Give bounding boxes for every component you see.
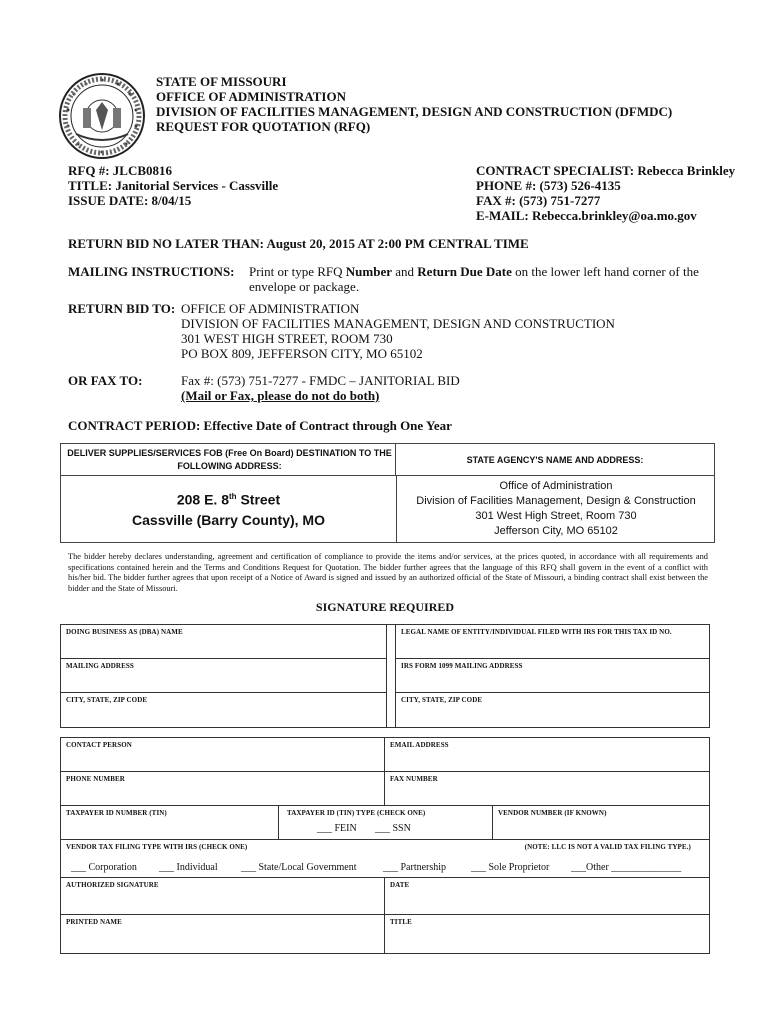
delivery-header: DELIVER SUPPLIES/SERVICES FOB (Free On Board) DESTINATION TO THE FOLLOWING ADDRESS: bbox=[67, 448, 392, 471]
rfq-number: RFQ #: JLCB0816 bbox=[68, 163, 172, 178]
title-field[interactable]: TITLE bbox=[390, 918, 412, 926]
city-state-zip-left-field[interactable]: CITY, STATE, ZIP CODE bbox=[61, 693, 387, 727]
header-line-2: OFFICE OF ADMINISTRATION bbox=[156, 89, 346, 104]
specialist-name: CONTRACT SPECIALIST: Rebecca Brinkley bbox=[476, 163, 736, 178]
vendor-info-form bbox=[60, 624, 710, 728]
individual-option[interactable]: ___ Individual bbox=[159, 862, 218, 873]
delivery-address: 208 E. 8th Street Cassville (Barry County), MO bbox=[132, 491, 325, 528]
bidder-declaration: The bidder hereby declares understanding, agreement and certification of compliance to provide the items and/or services, at the prices quoted, in accordance with all requirements and specifications contained herein and the Terms and Conditions Request for Quotation. The bidder further agrees that the language of this RFQ shall govern in the event of a conflict with his/her bid. The bidder further agrees that upon receipt of a Notice of Award is signed and issued by an authorized official of the State of Missouri, a binding contract shall exist between the bidder and the State of Missouri. bbox=[68, 552, 708, 593]
mailing-instructions-text: Print or type RFQ Number and Return Due Date on the lower left hand corner of the envelope or package. bbox=[249, 264, 699, 294]
header-line-1: STATE OF MISSOURI bbox=[156, 74, 287, 89]
ssn-checkbox[interactable]: ___ SSN bbox=[375, 823, 411, 834]
fax-to-label: OR FAX TO: bbox=[68, 373, 143, 388]
phone-number-field[interactable]: PHONE NUMBER bbox=[61, 772, 385, 806]
other-option[interactable]: ___Other ______________ bbox=[571, 862, 682, 873]
email-address-field[interactable]: EMAIL ADDRESS bbox=[385, 738, 709, 772]
corporation-option[interactable]: ___ Corporation bbox=[71, 862, 137, 873]
return-bid-to-address: OFFICE OF ADMINISTRATION DIVISION OF FACILITIES MANAGEMENT, DESIGN AND CONSTRUCTION 301 WEST HIGH STREET, ROOM 730 PO BOX 809, JEFFERSON CITY, MO 65102 bbox=[181, 301, 615, 361]
contact-person-field[interactable]: CONTACT PERSON bbox=[61, 738, 385, 772]
irs-1099-address-field[interactable]: IRS FORM 1099 MAILING ADDRESS bbox=[395, 659, 709, 693]
delivery-table bbox=[60, 443, 715, 543]
partnership-option[interactable]: ___ Partnership bbox=[383, 862, 447, 873]
dba-name-field[interactable]: DOING BUSINESS AS (DBA) NAME bbox=[61, 625, 387, 659]
sole-proprietor-option[interactable]: ___ Sole Proprietor bbox=[471, 862, 550, 873]
missouri-state-seal bbox=[58, 72, 146, 160]
specialist-email: E-MAIL: Rebecca.brinkley@oa.mo.gov bbox=[476, 208, 697, 223]
fax-number-field[interactable]: FAX NUMBER bbox=[385, 772, 709, 806]
return-bid-to-label: RETURN BID TO: bbox=[68, 301, 176, 316]
state-agency-address: Office of Administration Division of Facilities Management, Design & Construction 301 West High Street, Room 730 Jefferson City, MO 65102 bbox=[416, 480, 696, 537]
fein-checkbox[interactable]: ___ FEIN bbox=[317, 823, 357, 834]
state-agency-header: STATE AGENCY'S NAME AND ADDRESS: bbox=[466, 455, 644, 465]
mailing-instructions-label: MAILING INSTRUCTIONS: bbox=[68, 264, 235, 279]
rfq-issue-date: ISSUE DATE: 8/04/15 bbox=[68, 193, 192, 208]
printed-name-field[interactable]: PRINTED NAME bbox=[61, 915, 385, 953]
fax-to-info: Fax #: (573) 751-7277 - FMDC – JANITORIAL BID (Mail or Fax, please do not do both) bbox=[181, 373, 460, 403]
document-header bbox=[156, 74, 672, 134]
contract-specialist-info bbox=[476, 163, 735, 223]
tax-filing-type-field: VENDOR TAX FILING TYPE WITH IRS (CHECK ONE) (NOTE: LLC IS NOT A VALID TAX FILING TYPE.) ___ Corporation ___ Individual ___ State/Local Government ___ Partnership ___ Sole Proprietor ___Other ______________ bbox=[61, 840, 709, 878]
signature-required-heading: SIGNATURE REQUIRED bbox=[315, 600, 455, 614]
legal-name-field[interactable]: LEGAL NAME OF ENTITY/INDIVIDUAL FILED WITH IRS FOR THIS TAX ID NO. bbox=[395, 625, 709, 659]
authorized-signature-field[interactable]: AUTHORIZED SIGNATURE bbox=[61, 878, 385, 915]
rfq-info bbox=[68, 163, 278, 208]
specialist-fax: FAX #: (573) 751-7277 bbox=[476, 193, 601, 208]
tin-type-field: TAXPAYER ID (TIN) TYPE (CHECK ONE) ___ FEIN ___ SSN bbox=[279, 806, 493, 840]
header-line-3: DIVISION OF FACILITIES MANAGEMENT, DESIGN AND CONSTRUCTION (DFMDC) bbox=[156, 104, 673, 119]
vendor-number-field[interactable]: VENDOR NUMBER (IF KNOWN) bbox=[493, 806, 709, 840]
header-line-4: REQUEST FOR QUOTATION (RFQ) bbox=[156, 119, 371, 134]
rfq-title: TITLE: Janitorial Services - Cassville bbox=[68, 178, 279, 193]
contact-info-form bbox=[60, 737, 710, 954]
return-deadline: RETURN BID NO LATER THAN: August 20, 2015 AT 2:00 PM CENTRAL TIME bbox=[68, 236, 529, 251]
date-field[interactable]: DATE bbox=[385, 878, 709, 915]
state-local-government-option[interactable]: ___ State/Local Government bbox=[241, 862, 357, 873]
tin-field[interactable]: TAXPAYER ID NUMBER (TIN) bbox=[61, 806, 279, 840]
specialist-phone: PHONE #: (573) 526-4135 bbox=[476, 178, 621, 193]
city-state-zip-right-field[interactable]: CITY, STATE, ZIP CODE bbox=[395, 693, 709, 727]
contract-period: CONTRACT PERIOD: Effective Date of Contract through One Year bbox=[68, 418, 452, 433]
mailing-address-field[interactable]: MAILING ADDRESS bbox=[61, 659, 387, 693]
